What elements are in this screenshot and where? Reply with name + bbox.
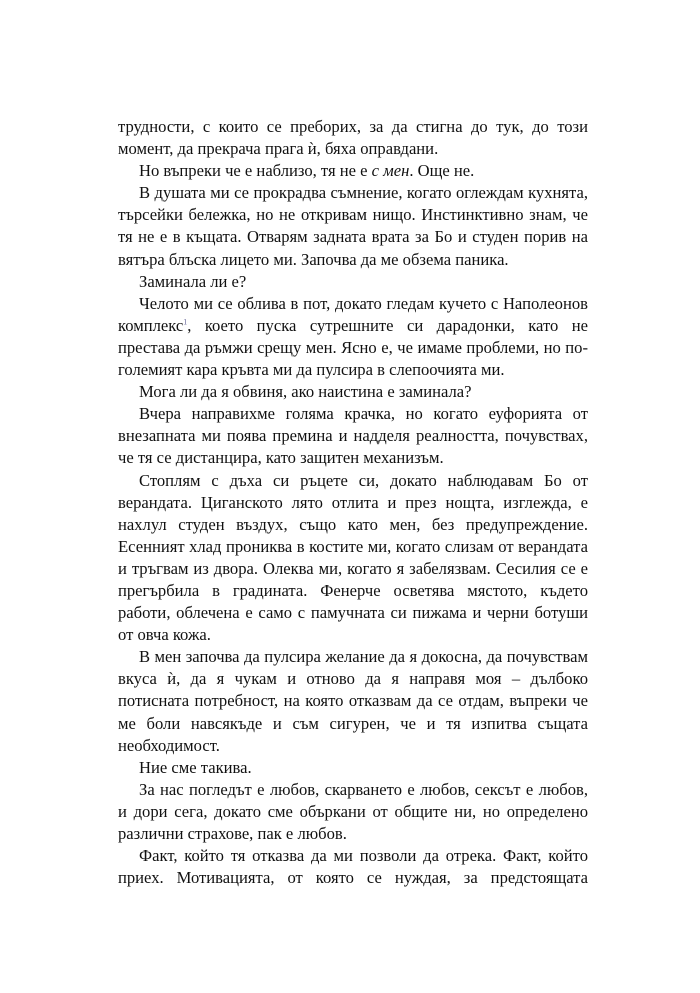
paragraph-11: За нас погледът е любов, скарването е любов, сексът е любов, и дори сега, докато сме объркани от общите ни, но определено различни страхове, пак е любов. <box>118 779 588 843</box>
paragraph-4: Заминала ли е? <box>139 271 247 291</box>
paragraph-6: Мога ли да я обвиня, ако наистина е заминала? <box>139 382 472 402</box>
paragraph-7: Вчера направихме голяма крачка, но когато еуфорията от внезапната ми поява премина и надделя реалността, почувствах, че тя се дистанцира, като защитен механизъм. <box>118 404 588 468</box>
paragraph-3: В душата ми се прокрадва съмнение, когато оглеждам кухнята, търсейки бележка, но не откривам нищо. Инстинктивно знам, че тя не е в къщата. Отварям задната врата за Бо и студен порив на вятъра блъска лицето ми. Започва да ме обзема паника. <box>118 183 588 269</box>
paragraph-8: Стоплям с дъха си ръцете си, докато наблюдавам Бо от верандата. Циганското лято отлита и през нощта, изглежда, е нахлул студен въздух, също като мен, без предупреждение. Есенният хлад прониква в костите ми, когато слизам от верандата и тръгвам из двора. Олеква ми, когато я забелязвам. Сесилия се е прегърбила в градината. Фенерче осветява мястото, където работи, облечена е само с памучната си пижама и черни ботуши от овча кожа. <box>118 470 588 645</box>
paragraph-5 <box>118 293 588 381</box>
paragraph-5-start: Челото ми се облива в пот, докато гледам кучето с Наполеонов комплекс <box>118 293 588 335</box>
paragraph-2-end: . Още не. <box>409 161 475 181</box>
paragraph-5-end: , което пуска сутрешните си дарадонки, като не престава да ръмжи срещу мен. Ясно е, че имаме проблеми, но по-големият кара кръвта ми да пулсира в слепоочията ми. <box>118 315 588 380</box>
paragraph-1: трудности, с които се преборих, за да стигна до тук, до този момент, да прекрача прага ѝ, бяха оправдани. <box>118 117 588 159</box>
paragraph-9: В мен започва да пулсира желание да я докосна, да почувствам вкуса ѝ, да я чукам и отново да я направя моя – дълбоко потисната потребност, на която отказвам да се отдам, въпреки че ме боли навсякъде и съм сигурен, че и тя изпитва същата необходимост. <box>118 647 588 755</box>
page-text <box>118 116 588 889</box>
paragraph-10: Ние сме такива. <box>139 757 252 777</box>
paragraph-2-emphasis: с мен <box>371 161 410 181</box>
paragraph-2 <box>118 160 588 182</box>
paragraph-2-start: Но въпреки че е наблизо, тя не е <box>139 161 372 181</box>
paragraph-12: Факт, който тя отказва да ми позволи да отрека. Факт, който приех. Мотивацията, от която се нуждая, за предстоящата <box>118 846 588 888</box>
footnote-marker[interactable]: 1 <box>183 317 188 327</box>
